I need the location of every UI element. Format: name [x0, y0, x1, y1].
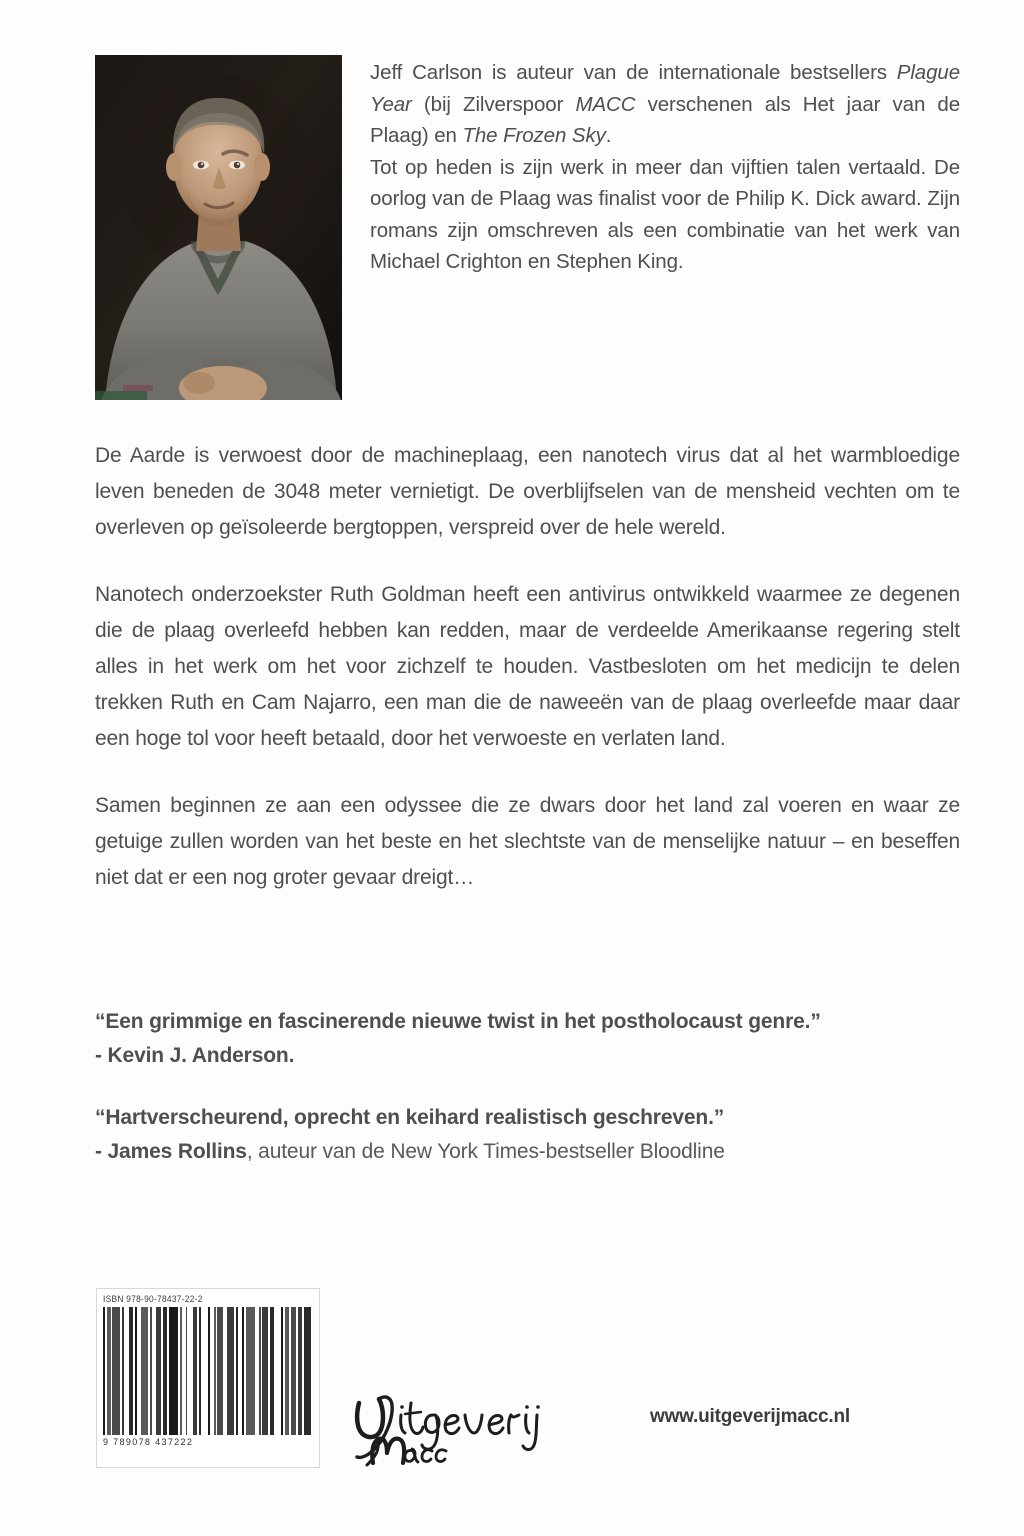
review-quote-1-author: - Kevin J. Anderson.: [95, 1044, 295, 1067]
isbn-number-text: ISBN 978-90-78437-22-2: [103, 1294, 203, 1304]
synopsis-paragraph-1: De Aarde is verwoest door de machineplaag, een nanotech virus dat al het warmbloedige leven beneden de 3048 meter vernietigt. De overblijfselen van de mensheid vechten om te overleven op geïsoleerde bergtoppen, verspreid over de hele wereld.: [95, 444, 960, 539]
bio-run-3-imprint-macc: MACC: [575, 92, 636, 116]
review-quote-1: [95, 1005, 960, 1073]
author-block: [95, 55, 960, 400]
bio-run-4: verschenen als Het jaar van de Plaag) en: [370, 92, 961, 147]
bio-run-6: .: [605, 124, 612, 147]
author-bio-paragraph-1: [370, 57, 960, 152]
synopsis-paragraph-2: Nanotech onderzoekster Ruth Goldman heeft een antivirus ontwikkeld waarmee ze degenen die de plaag overleefd hebben kan redden, maar de verdeelde Amerikaanse regering stelt alles in het werk om het voor zichzelf te houden. Vastbesloten om het medicijn te delen trekken Ruth en Cam Najarro, een man die de naweeën van de plaag overleefde maar daar een hoge tol voor heeft betaald, door het verwoeste en verlaten land.: [95, 583, 960, 750]
author-bio-paragraph-2: Tot op heden is zijn werk in meer dan vijftien talen vertaald. De oorlog van de Plaag was finalist voor de Philip K. Dick award. Zijn romans zijn omschreven als een combinatie van het werk van Michael Crighton en Stephen King.: [370, 155, 960, 273]
review-quote-2-author: - James Rollins: [95, 1140, 247, 1163]
bio-run-1-title-plague-year: Plague Year: [370, 61, 960, 116]
review-quote-2-attribution: [95, 1135, 960, 1169]
review-quote-1-attribution: [95, 1039, 960, 1073]
review-quote-2: [95, 1101, 960, 1169]
review-quotes: [95, 1005, 960, 1169]
synopsis: [95, 438, 960, 896]
bio-run-5-title-frozen-sky: The Frozen Sky: [462, 124, 606, 147]
publisher-website[interactable]: www.uitgeverijmacc.nl: [650, 1406, 850, 1427]
barcode-digits-text: 9 789078 437222: [103, 1437, 194, 1448]
author-bio: [370, 55, 960, 278]
synopsis-paragraph-3: Samen beginnen ze aan een odyssee die ze dwars door het land zal voeren en waar ze getuige zullen worden van het beste en het slechtste van de menselijke natuur – en beseffen niet dat er een nog groter gevaar dreigt…: [95, 794, 960, 889]
bio-run-0: Jeff Carlson is auteur van de internationale bestsellers: [370, 61, 897, 84]
publisher-logo: [345, 1385, 560, 1467]
review-quote-2-source: , auteur van de New York Times-bestseller Bloodline: [246, 1140, 725, 1163]
review-quote-1-text: “Een grimmige en fascinerende nieuwe twist in het postholocaust genre.”: [95, 1010, 821, 1033]
isbn-barcode: [96, 1288, 320, 1468]
review-quote-2-text: “Hartverscheurend, oprecht en keihard realistisch geschreven.”: [95, 1106, 725, 1129]
author-photo: [95, 55, 342, 400]
bio-run-2: (bij Zilverspoor: [411, 92, 576, 116]
barcode-bars: [103, 1307, 313, 1435]
